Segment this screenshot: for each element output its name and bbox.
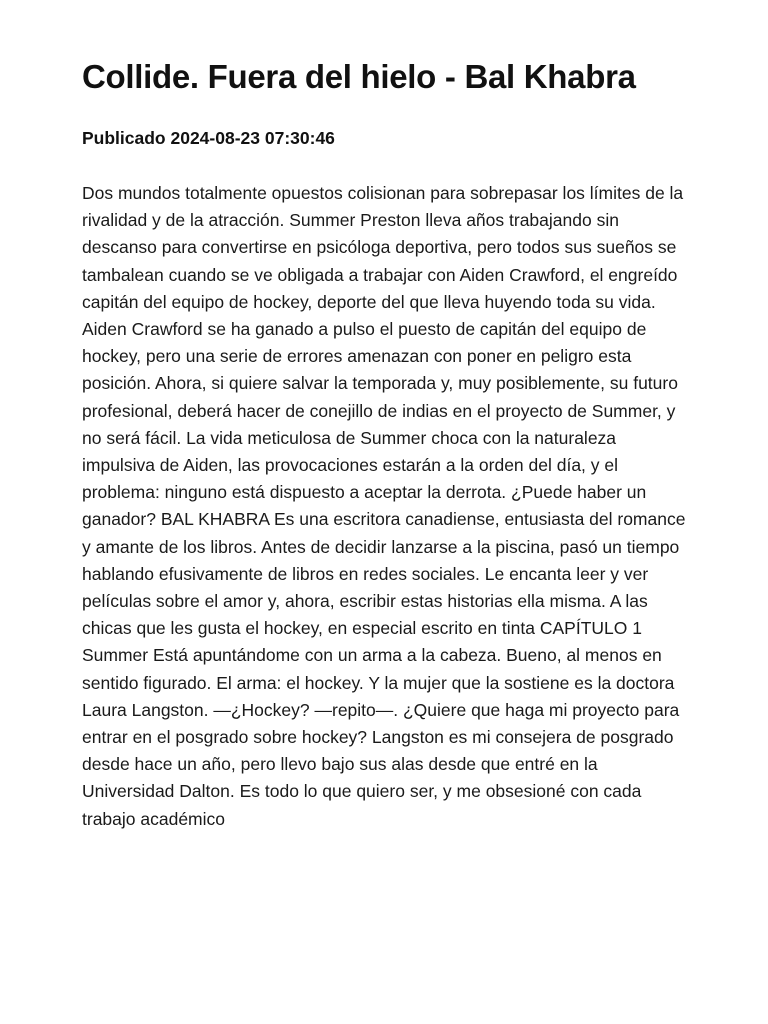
article xyxy=(82,56,692,833)
article-body: Dos mundos totalmente opuestos colisionan para sobrepasar los límites de la rivalidad y de la atracción. Summer Preston lleva años trabajando sin descanso para convertirse en psicóloga deportiva, pero todos sus sueños se tambalean cuando se ve obligada a trabajar con Aiden Crawford, el engreído capitán del equipo de hockey, deporte del que lleva huyendo toda su vida. Aiden Crawford se ha ganado a pulso el puesto de capitán del equipo de hockey, pero una serie de errores amenazan con poner en peligro esta posición. Ahora, si quiere salvar la temporada y, muy posiblemente, su futuro profesional, deberá hacer de conejillo de indias en el proyecto de Summer, y no será fácil. La vida meticulosa de Summer choca con la naturaleza impulsiva de Aiden, las provocaciones estarán a la orden del día, y el problema: ninguno está dispuesto a aceptar la derrota. ¿Puede haber un ganador? BAL KHABRA Es una escritora canadiense, entusiasta del romance y amante de los libros. Antes de decidir lanzarse a la piscina, pasó un tiempo hablando efusivamente de libros en redes sociales. Le encanta leer y ver películas sobre el amor y, ahora, escribir estas historias ella misma. A las chicas que les gusta el hockey, en especial escrito en tinta CAPÍTULO 1 Summer Está apuntándome con un arma a la cabeza. Bueno, al menos en sentido figurado. El arma: el hockey. Y la mujer que la sostiene es la doctora Laura Langston. —¿Hockey? —repito—. ¿Quiere que haga mi proyecto para entrar en el posgrado sobre hockey? Langston es mi consejera de posgrado desde hace un año, pero llevo bajo sus alas desde que entré en la Universidad Dalton. Es todo lo que quiero ser, y me obsesioné con cada trabajo académico xyxy=(82,183,686,829)
publish-date: Publicado 2024-08-23 07:30:46 xyxy=(82,128,335,148)
page-title: Collide. Fuera del hielo - Bal Khabra xyxy=(82,58,636,95)
